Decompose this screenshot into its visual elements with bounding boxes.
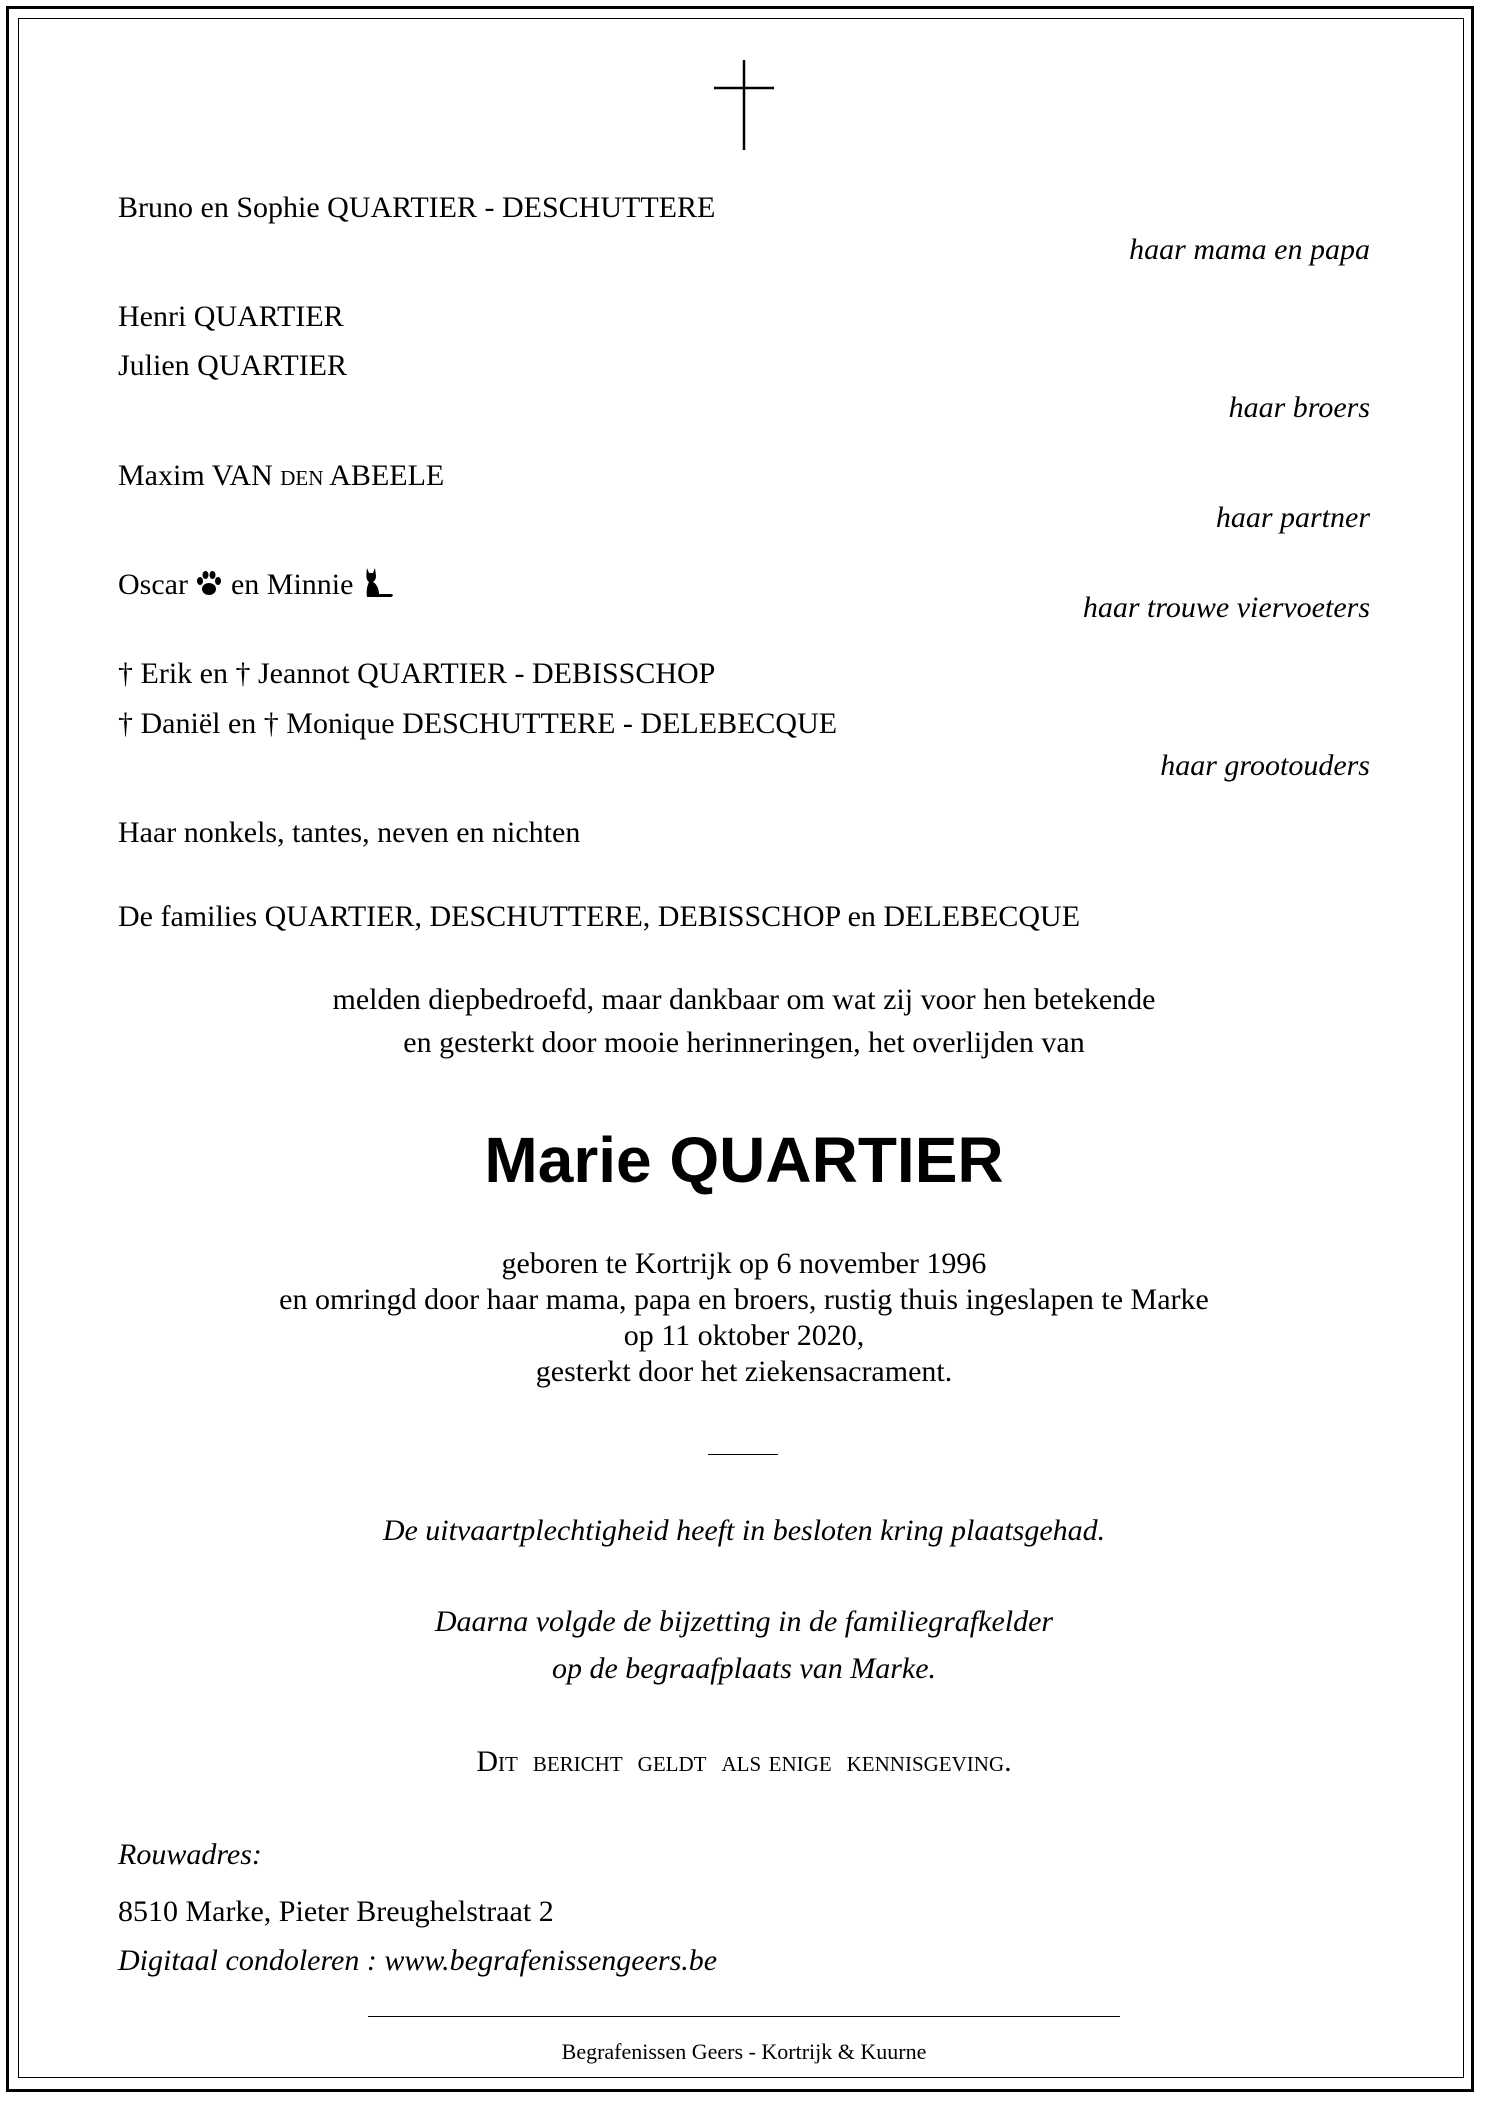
paw-print-icon — [195, 570, 223, 598]
brother-name-1: Henri QUARTIER — [118, 300, 344, 333]
parents-names: Bruno en Sophie QUARTIER - DESCHUTTERE — [118, 191, 716, 224]
birth-line: geboren te Kortrijk op 6 november 1996 — [501, 1247, 987, 1280]
dagger-symbol: † — [263, 707, 279, 740]
date-line: op 11 oktober 2020, — [623, 1319, 865, 1352]
dagger-symbol: † — [235, 657, 251, 690]
relatives-line: Haar nonkels, tantes, neven en nichten — [118, 816, 581, 849]
burial-line-2: op de begraafplaats van Marke. — [551, 1652, 937, 1685]
grandparent-2b: Monique DESCHUTTERE - DELEBECQUE — [286, 707, 838, 740]
grandparent-1b: Jeannot QUARTIER - DEBISSCHOP — [257, 657, 716, 690]
pets-line — [118, 566, 395, 603]
pet-joiner: en Minnie — [230, 568, 354, 601]
partner-relation: haar partner — [1215, 501, 1370, 534]
pets-relation: haar trouwe viervoeters — [1082, 591, 1370, 624]
passing-line: en omringd door haar mama, papa en broers, rustig thuis ingeslapen te Marke — [279, 1283, 1209, 1316]
partner-name-part-3: ABEELE — [323, 459, 445, 492]
partner-name — [118, 458, 444, 494]
cross-icon — [714, 60, 774, 150]
grandparents-line-1 — [118, 656, 715, 692]
pet-name-1: Oscar — [118, 568, 188, 601]
brothers-relation: haar broers — [1228, 391, 1370, 424]
families-line: De families QUARTIER, DESCHUTTERE, DEBISSCHOP en DELEBECQUE — [118, 900, 1081, 933]
dagger-symbol: † — [118, 707, 133, 740]
condolence-line: Digitaal condoleren : www.begrafenissengeers.be — [118, 1944, 718, 1977]
ceremony-line: De uitvaartplechtigheid heeft in besloten kring plaatsgehad. — [382, 1514, 1106, 1547]
partner-name-part-1: Maxim VAN — [118, 459, 281, 492]
sacrament-line: gesterkt door het ziekensacrament. — [535, 1355, 953, 1388]
burial-line-1: Daarna volgde de bijzetting in de familiegrafkelder — [434, 1605, 1054, 1638]
funeral-home-footer: Begrafenissen Geers - Kortrijk & Kuurne — [561, 2039, 927, 2064]
footer-rule — [368, 2016, 1120, 2017]
grandparents-relation: haar grootouders — [1160, 749, 1370, 782]
partner-name-particle: den — [280, 459, 324, 492]
dagger-symbol: † — [118, 657, 133, 690]
deceased-name: Marie QUARTIER — [484, 1124, 1004, 1196]
address-line: 8510 Marke, Pieter Breughelstraat 2 — [118, 1895, 554, 1928]
intro-line-2: en gesterkt door mooie herinneringen, het overlijden van — [403, 1026, 1085, 1059]
grandparent-2a: Daniël en — [140, 707, 257, 740]
grandparent-1a: Erik en — [140, 657, 228, 690]
address-label: Rouwadres: — [118, 1838, 262, 1871]
parents-relation: haar mama en papa — [1129, 233, 1370, 266]
intro-line-1: melden diepbedroefd, maar dankbaar om wat zij voor hen betekende — [332, 983, 1156, 1016]
separator-rule — [708, 1454, 778, 1455]
notice-line: Dit bericht geldt als enige kennisgeving. — [476, 1745, 1012, 1778]
cat-icon — [361, 566, 395, 598]
grandparents-line-2 — [118, 706, 837, 742]
brother-name-2: Julien QUARTIER — [118, 349, 348, 382]
